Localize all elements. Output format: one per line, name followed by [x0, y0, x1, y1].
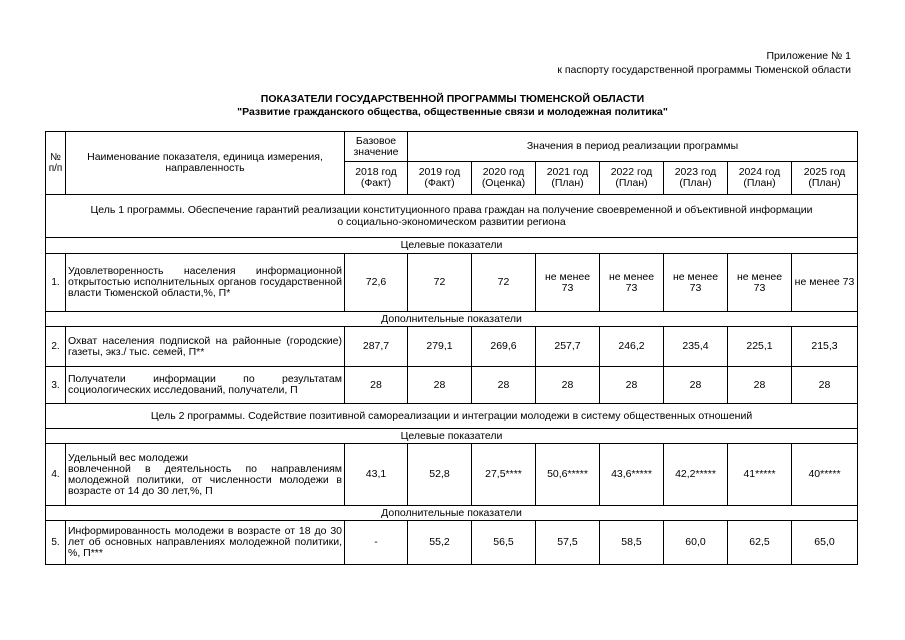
value-cell: 28	[728, 367, 792, 404]
value-cell: 52,8	[408, 444, 472, 506]
table-row: 5. Информированность молодежи в возрасте от 18 до 30 лет об основных направлениях молодежной политики, %, П*** - 55,2 56,5 57,5 58,5 60,0 62,5 65,0	[46, 521, 858, 565]
value-cell: не менее 73	[536, 254, 600, 312]
value-cell: 65,0	[792, 521, 858, 565]
appendix-note	[557, 49, 851, 77]
value-cell: 28	[408, 367, 472, 404]
value-cell: 58,5	[600, 521, 664, 565]
document-title	[0, 93, 905, 119]
value-cell: 28	[792, 367, 858, 404]
value-cell: 60,0	[664, 521, 728, 565]
section-additional-1	[46, 312, 858, 327]
value-cell: 57,5	[536, 521, 600, 565]
value-cell: 257,7	[536, 327, 600, 367]
value-cell: не менее 73	[664, 254, 728, 312]
value-cell: 225,1	[728, 327, 792, 367]
value-cell: 41*****	[728, 444, 792, 506]
section-label: Дополнительные показатели	[46, 312, 858, 327]
header-year-2025: 2025 год (План)	[792, 162, 858, 195]
value-cell: 28	[345, 367, 408, 404]
header-year-2019: 2019 год (Факт)	[408, 162, 472, 195]
value-cell: 28	[472, 367, 536, 404]
value-cell: 72	[472, 254, 536, 312]
value-cell: 269,6	[472, 327, 536, 367]
section-label: Целевые показатели	[46, 238, 858, 254]
header-year-2023: 2023 год (План)	[664, 162, 728, 195]
header-row-1	[46, 132, 858, 162]
value-cell: 28	[536, 367, 600, 404]
value-cell: не менее 73	[600, 254, 664, 312]
header-year-2022: 2022 год (План)	[600, 162, 664, 195]
section-label: Дополнительные показатели	[46, 506, 858, 521]
value-cell: 62,5	[728, 521, 792, 565]
header-period: Значения в период реализации программы	[408, 132, 858, 162]
goal-1-row	[46, 195, 858, 238]
value-cell: 55,2	[408, 521, 472, 565]
table-row: 2. Охват населения подпиской на районные (городские) газеты, экз./ тыс. семей, П** 287,7 279,1 269,6 257,7 246,2 235,4 225,1 215,3	[46, 327, 858, 367]
value-cell: 40*****	[792, 444, 858, 506]
value-cell: 287,7	[345, 327, 408, 367]
indicators-table	[45, 131, 858, 565]
goal-2-text: Цель 2 программы. Содействие позитивной самореализации и интеграции молодежи в систему общественных отношений	[46, 404, 858, 429]
value-cell: 43,6*****	[600, 444, 664, 506]
header-year-2021: 2021 год (План)	[536, 162, 600, 195]
value-cell: 279,1	[408, 327, 472, 367]
value-cell: 72,6	[345, 254, 408, 312]
value-cell: 235,4	[664, 327, 728, 367]
value-cell: 27,5****	[472, 444, 536, 506]
section-label: Целевые показатели	[46, 429, 858, 444]
header-base: Базовое значение	[345, 132, 408, 162]
value-cell: -	[345, 521, 408, 565]
value-cell: 72	[408, 254, 472, 312]
value-cell: 28	[664, 367, 728, 404]
goal-1-text: Цель 1 программы. Обеспечение гарантий реализации конституционного права граждан на получение своевременной и объективной информации о социально-экономическом развитии региона	[46, 195, 858, 238]
indicator-name: Удовлетворенность населения информационной открытостью исполнительных органов государственной власти Тюменской области,%, П*	[66, 254, 345, 312]
header-year-2020: 2020 год (Оценка)	[472, 162, 536, 195]
value-cell: не менее 73	[728, 254, 792, 312]
goal-2-row	[46, 404, 858, 429]
header-num: № п/п	[46, 132, 66, 195]
value-cell: 28	[600, 367, 664, 404]
table-row: 4. Удельный вес молодежи вовлеченной в деятельность по направлениям молодежной политики, от численности молодежи в возрасте от 14 до 30 лет,%, П 43,1 52,8 27,5**** 50,6***** 43,6***** 42,2***** 41***** 40*****	[46, 444, 858, 506]
value-cell: 56,5	[472, 521, 536, 565]
appendix-line-1: Приложение № 1	[766, 50, 851, 62]
section-target-2	[46, 429, 858, 444]
header-year-2024: 2024 год (План)	[728, 162, 792, 195]
section-additional-2	[46, 506, 858, 521]
indicator-name: Информированность молодежи в возрасте от 18 до 30 лет об основных направлениях молодежной политики, %, П***	[66, 521, 345, 565]
table-row: 1. Удовлетворенность населения информационной открытостью исполнительных органов государственной власти Тюменской области,%, П* 72,6 72 72 не менее 73 не менее 73 не менее 73 не менее 73 не менее 73	[46, 254, 858, 312]
indicator-name: Получатели информации по результатам социологических исследований, получатели, П	[66, 367, 345, 404]
header-year-2018: 2018 год (Факт)	[345, 162, 408, 195]
header-name: Наименование показателя, единица измерения, направленность	[66, 132, 345, 195]
value-cell: 43,1	[345, 444, 408, 506]
value-cell: 215,3	[792, 327, 858, 367]
value-cell: 50,6*****	[536, 444, 600, 506]
indicator-name: Охват населения подпиской на районные (городские) газеты, экз./ тыс. семей, П**	[66, 327, 345, 367]
table-row: 3. Получатели информации по результатам социологических исследований, получатели, П 28 28 28 28 28 28 28 28	[46, 367, 858, 404]
section-target-1	[46, 238, 858, 254]
appendix-line-2: к паспорту государственной программы Тюменской области	[557, 64, 851, 76]
title-line-1: ПОКАЗАТЕЛИ ГОСУДАРСТВЕННОЙ ПРОГРАММЫ ТЮМЕНСКОЙ ОБЛАСТИ	[260, 93, 645, 105]
title-line-2: "Развитие гражданского общества, общественные связи и молодежная политика"	[237, 106, 668, 118]
value-cell: 42,2*****	[664, 444, 728, 506]
indicator-name: Удельный вес молодежи вовлеченной в деятельность по направлениям молодежной политики, от численности молодежи в возрасте от 14 до 30 лет,%, П	[66, 444, 345, 506]
value-cell: 246,2	[600, 327, 664, 367]
value-cell: не менее 73	[792, 254, 858, 312]
